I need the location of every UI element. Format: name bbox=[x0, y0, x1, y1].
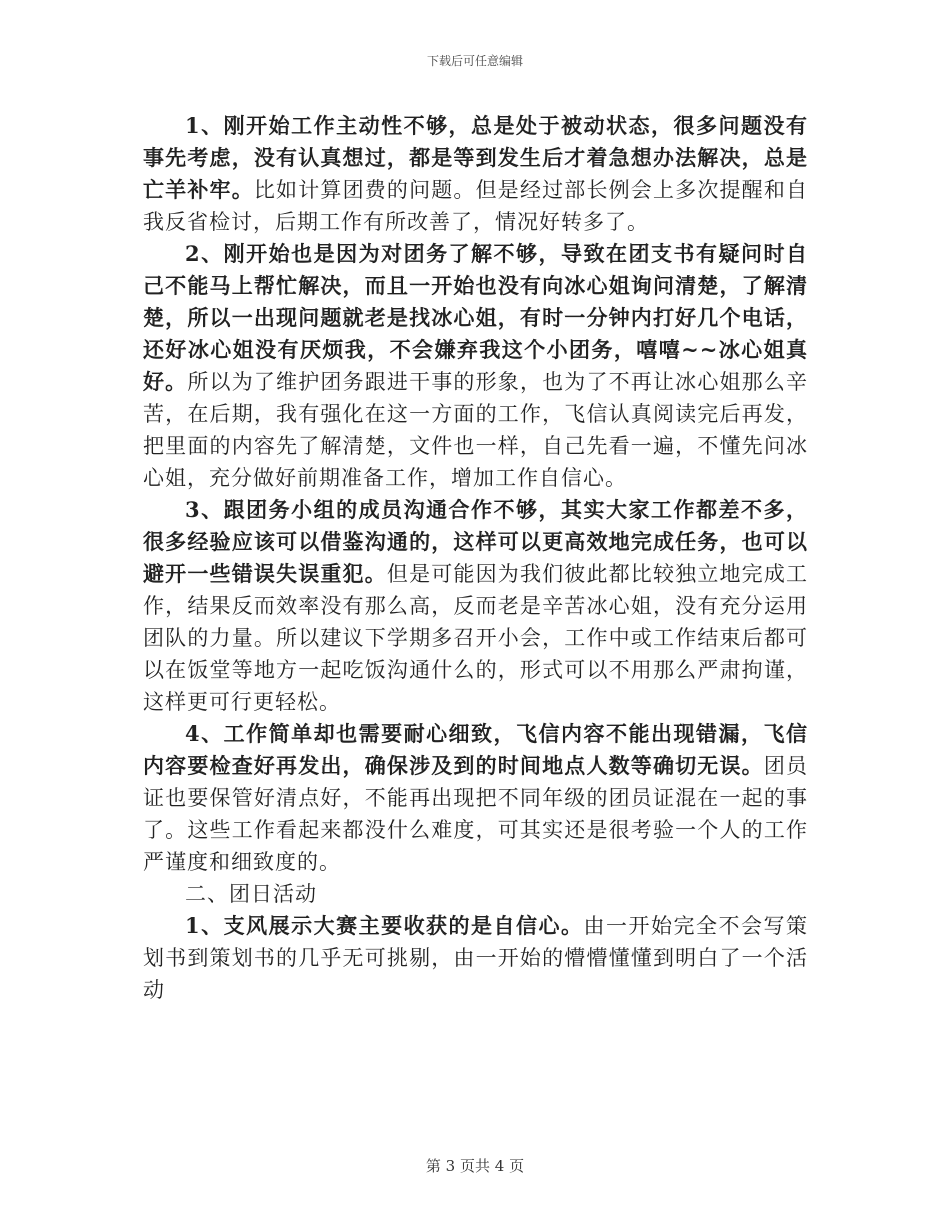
paragraph-5-text: 由一开始完全不会写策划书到策划书的几乎无可挑剔，由一开始的懵懵懂懂到明白了一个活动 bbox=[143, 914, 808, 1002]
paragraph-2 bbox=[143, 238, 808, 494]
section-heading bbox=[143, 878, 808, 910]
page-header: 下载后可任意编辑 bbox=[426, 54, 523, 68]
section-heading-text: 二、团日活动 bbox=[185, 882, 317, 906]
paragraph-1 bbox=[143, 110, 808, 238]
paragraph-5 bbox=[143, 910, 808, 1006]
paragraph-5-bold: 1、支风展示大赛主要收获的是自信心。 bbox=[185, 913, 584, 938]
paragraph-2-text: 所以为了维护团务跟进干事的形象，也为了不再让冰心姐那么辛苦，在后期，我有强化在这一方面的工作，飞信认真阅读完后再发，把里面的内容先了解清楚，文件也一样，自己先看一遍，不懂先问冰心姐，充分做好前期准备工作，增加工作自信心。 bbox=[143, 370, 809, 490]
paragraph-4-text: 团员证也要保管好清点好，不能再出现把不同年级的团员证混在一起的事了。这些工作看起来都没什么难度，可其实还是很考验一个人的工作严谨度和细致度的。 bbox=[143, 754, 809, 874]
paragraph-2-bold: 2、刚开始也是因为对团务了解不够，导致在团支书有疑问时自己不能马上帮忙解决，而且一开始也没有向冰心姐询问清楚，了解清楚，所以一出现问题就老是找冰心姐，有时一分钟内打好几个电话，还好冰心姐没有厌烦我，不会嫌弃我这个小团务，嘻嘻~~冰心姐真好。 bbox=[143, 241, 808, 394]
paragraph-4-bold: 4、工作简单却也需要耐心细致，飞信内容不能出现错漏，飞信内容要检查好再发出，确保涉及到的时间地点人数等确切无误。 bbox=[143, 721, 808, 778]
paragraph-1-bold: 1、刚开始工作主动性不够，总是处于被动状态，很多问题没有事先考虑，没有认真想过，都是等到发生后才着急想办法解决，总是亡羊补牢。 bbox=[143, 113, 808, 202]
paragraph-3-text: 但是可能因为我们彼此都比较独立地完成工作，结果反而效率没有那么高，反而老是辛苦冰心姐，没有充分运用团队的力量。所以建议下学期多召开小会，工作中或工作结束后都可以在饭堂等地方一起吃饭沟通什么的，形式可以不用那么严肃拘谨，这样更可行更轻松。 bbox=[143, 562, 809, 714]
document-body bbox=[143, 110, 808, 1006]
paragraph-3-bold: 3、跟团务小组的成员沟通合作不够，其实大家工作都差不多，很多经验应该可以借鉴沟通的，这样可以更高效地完成任务，也可以避开一些错误失误重犯。 bbox=[143, 497, 808, 586]
paragraph-3 bbox=[143, 494, 808, 718]
paragraph-1-text: 比如计算团费的问题。但是经过部长例会上多次提醒和自我反省检讨，后期工作有所改善了，情况好转多了。 bbox=[143, 178, 809, 234]
paragraph-4 bbox=[143, 718, 808, 878]
page-footer: 第 3 页共 4 页 bbox=[425, 1157, 525, 1175]
